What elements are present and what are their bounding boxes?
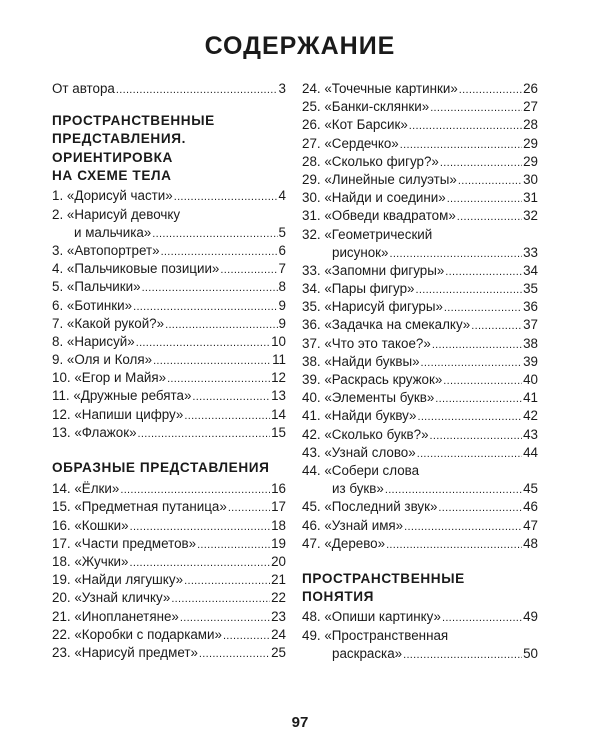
toc-entry-number: 9.	[52, 352, 64, 368]
toc-entry-page: 33	[523, 244, 538, 260]
toc-entry-text: «Задачка на смекалку»	[324, 317, 471, 333]
toc-entry-text: «Точечные картинки»	[324, 81, 458, 96]
toc-entry-page: 11	[272, 352, 286, 368]
section1-entries	[52, 187, 286, 442]
toc-entry-number: 6.	[52, 297, 64, 313]
toc-entry-number: 35.	[302, 299, 321, 315]
toc-entry[interactable]	[302, 462, 538, 480]
section-heading-line: ОРИЕНТИРОВКА	[52, 149, 173, 165]
toc-entry-page: 18	[271, 517, 286, 533]
toc-entry-number: 20.	[52, 590, 71, 606]
dot-leader	[184, 406, 270, 425]
toc-entry-page: 45	[523, 481, 538, 497]
toc-entry[interactable]	[302, 80, 538, 98]
dot-leader	[152, 224, 277, 243]
toc-entry-continuation[interactable]	[302, 480, 538, 498]
dot-leader	[421, 353, 523, 372]
toc-entry-text: «Линейные силуэты»	[324, 171, 457, 187]
toc-entry-number: 14.	[52, 481, 71, 497]
dot-leader	[223, 626, 270, 645]
toc-entry-text: «Части предметов»	[74, 535, 197, 551]
dot-leader	[445, 262, 522, 281]
toc-entry-number: 45.	[302, 499, 321, 515]
toc-entry[interactable]	[302, 389, 538, 407]
toc-entry-number: 12.	[52, 406, 71, 422]
section-heading-line: НА СХЕМЕ ТЕЛА	[52, 168, 172, 184]
toc-entry[interactable]	[302, 335, 538, 353]
toc-entry-number: 30.	[302, 190, 321, 206]
toc-entry-page: 3	[278, 81, 286, 96]
toc-entry[interactable]	[302, 498, 538, 516]
section-heading-line: ПРЕДСТАВЛЕНИЯ.	[52, 131, 186, 147]
toc-entry-text: «Какой рукой?»	[66, 315, 165, 331]
toc-entry-number: 34.	[302, 281, 321, 297]
toc-entry-number: 42.	[302, 426, 321, 442]
toc-entry-page: 34	[523, 262, 538, 278]
toc-entry-text: «Дерево»	[324, 535, 386, 551]
dot-leader	[442, 608, 522, 627]
toc-entry-number: 28.	[302, 153, 321, 169]
toc-entry-text: «Нарисуй фигуры»	[324, 299, 443, 315]
dot-leader	[220, 260, 277, 279]
toc-entry-page: 36	[523, 299, 538, 315]
toc-entry-page: 16	[271, 481, 286, 497]
toc-entry-page: 9	[278, 297, 286, 313]
toc-entry-text: «Нарисуй предмет»	[74, 644, 198, 660]
toc-entry-text: «Банки-склянки»	[324, 99, 430, 115]
dot-leader	[116, 80, 278, 99]
toc-entry-page: 14	[271, 406, 286, 422]
toc-entry-number: 7.	[52, 315, 64, 331]
toc-entry-text: «Жучки»	[74, 554, 129, 570]
toc-entry-number: 16.	[52, 517, 71, 533]
toc-entry-page: 24	[271, 626, 286, 642]
dot-leader	[459, 80, 522, 99]
dot-leader	[133, 297, 277, 316]
toc-entry-text: «Узнай слово»	[324, 444, 416, 460]
toc-entry-number: 49.	[302, 627, 321, 643]
toc-entry-page: 47	[523, 517, 538, 533]
toc-entry-page: 10	[271, 333, 286, 349]
toc-entry-page: 46	[523, 499, 538, 515]
toc-entry-page: 28	[523, 117, 538, 133]
toc-column-right	[302, 80, 538, 663]
toc-entry[interactable]	[302, 280, 538, 298]
toc-entry-page: 20	[271, 554, 286, 570]
section3-entries	[302, 608, 538, 663]
dot-leader	[174, 187, 278, 206]
toc-entry[interactable]	[302, 262, 538, 280]
toc-entry-number: 23.	[52, 644, 71, 660]
toc-entry-number: 8.	[52, 333, 64, 349]
dot-leader	[409, 116, 522, 135]
toc-entry-page: 12	[271, 370, 286, 386]
dot-leader	[430, 426, 523, 445]
toc-entry[interactable]	[302, 226, 538, 244]
toc-entry[interactable]	[52, 644, 286, 662]
toc-entry-text: из букв»	[332, 481, 384, 497]
dot-leader	[142, 278, 278, 297]
dot-leader	[435, 389, 522, 408]
toc-entry-text: «Нарисуй»	[66, 333, 135, 349]
toc-entry-number: 13.	[52, 424, 71, 440]
toc-entry[interactable]	[302, 316, 538, 334]
toc-entry-continuation[interactable]	[52, 224, 286, 242]
toc-entry-text: «Нарисуй девочку	[66, 206, 181, 222]
toc-entry-number: 40.	[302, 390, 321, 406]
toc-entry-number: 19.	[52, 572, 71, 588]
dot-leader	[153, 351, 271, 370]
toc-entry-continuation[interactable]	[302, 244, 538, 262]
dot-leader	[192, 387, 270, 406]
toc-entry[interactable]	[52, 351, 286, 369]
toc-entry-number: 38.	[302, 353, 321, 369]
section2-entries-right	[302, 80, 538, 553]
toc-entry[interactable]	[302, 207, 538, 225]
toc-entry[interactable]	[302, 517, 538, 535]
page-number: 97	[291, 714, 309, 731]
toc-entry-page: 17	[271, 499, 286, 515]
toc-entry-from-author[interactable]	[52, 80, 286, 98]
toc-entry-page: 38	[523, 335, 538, 351]
toc-entry-page: 5	[278, 224, 286, 240]
dot-leader	[417, 444, 522, 463]
toc-entry-text: «Напиши цифру»	[74, 406, 184, 422]
section2-entries-left	[52, 480, 286, 662]
section-heading-spatial-concepts	[302, 553, 538, 609]
toc-entry-number: 21.	[52, 608, 71, 624]
toc-entry-page: 27	[523, 99, 538, 115]
toc-entry[interactable]	[52, 553, 286, 571]
toc-entry[interactable]	[52, 369, 286, 387]
toc-entry-text: «Егор и Майя»	[74, 370, 167, 386]
toc-entry-page: 42	[523, 408, 538, 424]
toc-entry-page: 41	[523, 390, 538, 406]
toc-entry-number: 29.	[302, 171, 321, 187]
toc-entry[interactable]	[52, 535, 286, 553]
toc-entry-continuation[interactable]	[302, 645, 538, 663]
dot-leader	[130, 517, 271, 536]
toc-entry[interactable]	[52, 387, 286, 405]
toc-entry-number: 17.	[52, 535, 71, 551]
toc-entry-text: «Сколько фигур?»	[324, 153, 439, 169]
toc-entry-page: 23	[271, 608, 286, 624]
toc-entry-page: 32	[523, 208, 538, 224]
dot-leader	[447, 189, 522, 208]
toc-entry[interactable]	[302, 407, 538, 425]
page-title: СОДЕРЖАНИЕ	[204, 32, 396, 60]
toc-entry[interactable]	[52, 315, 286, 333]
toc-entry-page: 19	[271, 535, 286, 551]
section-heading-line: ОБРАЗНЫЕ ПРЕДСТАВЛЕНИЯ	[52, 460, 270, 475]
toc-column-left	[52, 80, 286, 662]
dot-leader	[165, 315, 277, 334]
toc-entry-page: 44	[523, 444, 538, 460]
toc-entry-number: 37.	[302, 335, 321, 351]
toc-entry-text: «Сердечко»	[324, 135, 399, 151]
dot-leader	[403, 645, 522, 664]
toc-entry-text: «Геометрический	[324, 226, 433, 242]
toc-entry-text: «Запомни фигуры»	[324, 262, 445, 278]
toc-entry-text: «Узнай имя»	[324, 517, 404, 533]
toc-entry-text: «Пальчики»	[66, 279, 141, 295]
toc-entry-number: 27.	[302, 135, 321, 151]
dot-leader	[443, 371, 522, 390]
toc-entry-number: 4.	[52, 261, 64, 277]
dot-leader	[180, 608, 270, 627]
toc-entry[interactable]	[52, 571, 286, 589]
toc-entry-number: 44.	[302, 462, 321, 478]
toc-entry-text: раскраска»	[332, 645, 403, 661]
section-heading-spatial-representations	[52, 98, 286, 187]
dot-leader	[138, 424, 271, 443]
toc-entry-number: 36.	[302, 317, 321, 333]
toc-entry[interactable]	[302, 189, 538, 207]
toc-entry[interactable]	[302, 535, 538, 553]
toc-entry-number: 43.	[302, 444, 321, 460]
toc-entry-text: и мальчика»	[74, 224, 152, 240]
toc-entry[interactable]	[302, 135, 538, 153]
toc-entry-text: «Инопланетяне»	[74, 608, 179, 624]
toc-entry[interactable]	[302, 171, 538, 189]
section-heading-line: ПРОСТРАНСТВЕННЫЕ	[52, 113, 215, 129]
toc-entry[interactable]	[52, 608, 286, 626]
section-heading-line: ПОНЯТИЯ	[302, 589, 374, 605]
toc-entry-page: 31	[523, 190, 538, 206]
toc-entry-text: «Ботинки»	[66, 297, 133, 313]
toc-entry[interactable]	[52, 626, 286, 644]
toc-entry-page: 7	[278, 261, 286, 277]
dot-leader	[161, 242, 278, 261]
toc-entry-text: «Автопортрет»	[66, 242, 160, 258]
toc-entry-number: 41.	[302, 408, 321, 424]
toc-entry-page: 29	[523, 135, 538, 151]
dot-leader	[228, 498, 270, 517]
toc-entry-number: 1.	[52, 188, 64, 204]
dot-leader	[457, 207, 522, 226]
toc-entry-page: 37	[523, 317, 538, 333]
toc-entry-number: 26.	[302, 117, 321, 133]
toc-entry[interactable]	[52, 406, 286, 424]
toc-entry-number: 15.	[52, 499, 71, 515]
toc-entry-text: «Найди и соедини»	[324, 190, 446, 206]
toc-entry-number: 3.	[52, 242, 64, 258]
toc-entry-text: «Дорисуй части»	[66, 188, 173, 204]
toc-entry-number: 46.	[302, 517, 321, 533]
toc-entry-number: 33.	[302, 262, 321, 278]
toc-entry-page: 21	[271, 572, 286, 588]
toc-entry-text: рисунок»	[332, 244, 389, 260]
toc-entry-page: 13	[271, 388, 286, 404]
toc-entry-page: 15	[271, 424, 286, 440]
toc-entry-text: «Собери слова	[324, 462, 420, 478]
toc-entry-number: 47.	[302, 535, 321, 551]
toc-entry-text: «Коробки с подарками»	[74, 626, 222, 642]
toc-entry-text: «Кот Барсик»	[324, 117, 408, 133]
toc-entry-text: «Найди букву»	[324, 408, 417, 424]
toc-entry-text: «Ёлки»	[74, 481, 120, 497]
toc-entry[interactable]	[302, 116, 538, 134]
toc-entry[interactable]	[52, 333, 286, 351]
dot-leader	[404, 517, 522, 536]
toc-entry-number: 48.	[302, 609, 321, 625]
toc-entry-page: 43	[523, 426, 538, 442]
toc-entry[interactable]	[302, 153, 538, 171]
toc-entry[interactable]	[52, 480, 286, 498]
toc-entry[interactable]	[52, 260, 286, 278]
toc-entry[interactable]	[302, 608, 538, 626]
toc-entry-page: 40	[523, 372, 538, 387]
toc-entry[interactable]	[52, 278, 286, 296]
toc-entry-page: 35	[523, 281, 538, 297]
toc-entry[interactable]	[302, 98, 538, 116]
toc-entry-text: «Флажок»	[74, 424, 137, 440]
toc-entry-number: 2.	[52, 206, 64, 222]
toc-entry-page: 50	[523, 645, 538, 661]
toc-entry-number: 25.	[302, 99, 321, 115]
toc-entry-page: 22	[271, 590, 286, 606]
toc-entry-page: 48	[523, 535, 538, 551]
toc-entry[interactable]	[302, 371, 538, 389]
toc-entry-number: 39.	[302, 372, 321, 387]
dot-leader	[458, 171, 522, 190]
toc-entry[interactable]	[302, 627, 538, 645]
dot-leader	[430, 98, 522, 117]
toc-entry-text: «Найди лягушку»	[74, 572, 184, 588]
toc-entry-number: 10.	[52, 370, 71, 386]
dot-leader	[120, 480, 270, 499]
toc-entry-text: «Последний звук»	[324, 499, 438, 515]
toc-entry-number: 18.	[52, 554, 71, 570]
toc-entry-page: 39	[523, 353, 538, 369]
toc-entry[interactable]	[52, 517, 286, 535]
dot-leader	[171, 589, 270, 608]
toc-entry-text: «Пространственная	[324, 627, 449, 643]
toc-entry-text: «Обведи квадратом»	[324, 208, 456, 224]
toc-entry-text: «Сколько букв?»	[324, 426, 429, 442]
dot-leader	[389, 244, 522, 263]
dot-leader	[167, 369, 270, 388]
dot-leader	[199, 644, 270, 663]
toc-entry-number: 32.	[302, 226, 321, 242]
dot-leader	[471, 316, 522, 335]
dot-leader	[129, 553, 270, 572]
toc-entry-text: От автора	[52, 81, 115, 96]
toc-entry-page: 29	[523, 153, 538, 169]
toc-entry-number: 22.	[52, 626, 71, 642]
toc-entry-page: 25	[271, 644, 286, 660]
toc-entry-page: 26	[523, 81, 538, 96]
toc-entry-page: 4	[278, 188, 286, 204]
toc-entry-text: «Опиши картинку»	[324, 609, 441, 625]
toc-entry[interactable]	[52, 297, 286, 315]
toc-entry-text: «Раскрась кружок»	[324, 372, 443, 387]
toc-entry-number: 11.	[52, 388, 70, 404]
toc-entry-text: «Элементы букв»	[324, 390, 435, 406]
toc-entry-text: «Пальчиковые позиции»	[66, 261, 220, 277]
dot-leader	[444, 298, 522, 317]
toc-entry-page: 49	[523, 609, 538, 625]
toc-entry[interactable]	[52, 206, 286, 224]
toc-entry-text: «Узнай кличку»	[74, 590, 171, 606]
dot-leader	[136, 333, 270, 352]
toc-entry[interactable]	[302, 426, 538, 444]
toc-entry-page: 30	[523, 171, 538, 187]
toc-entry[interactable]	[302, 298, 538, 316]
toc-entry-page: 9	[278, 315, 286, 331]
section-heading-line: ПРОСТРАНСТВЕННЫЕ	[302, 570, 465, 586]
dot-leader	[440, 153, 522, 172]
toc-entry-text: «Оля и Коля»	[66, 352, 153, 368]
dot-leader	[385, 480, 522, 499]
toc-entry[interactable]	[302, 444, 538, 462]
dot-leader	[417, 407, 522, 426]
dot-leader	[432, 335, 522, 354]
toc-entry-number: 31.	[302, 208, 321, 224]
toc-entry-number: 5.	[52, 279, 64, 295]
toc-entry-text: «Пары фигур»	[324, 281, 415, 297]
toc-entry-number: 24.	[302, 81, 321, 96]
toc-entry-text: «Найди буквы»	[324, 353, 420, 369]
dot-leader	[438, 498, 522, 517]
toc-entry[interactable]	[52, 498, 286, 516]
toc-entry[interactable]	[52, 589, 286, 607]
dot-leader	[197, 535, 270, 554]
dot-leader	[416, 280, 523, 299]
toc-entry-text: «Дружные ребята»	[73, 388, 192, 404]
toc-entry[interactable]	[302, 353, 538, 371]
section-heading-figurative-representations	[52, 442, 286, 480]
toc-entry-text: «Предметная путаница»	[74, 499, 227, 515]
toc-entry-text: «Кошки»	[74, 517, 129, 533]
toc-entry[interactable]	[52, 242, 286, 260]
toc-entry[interactable]	[52, 187, 286, 205]
dot-leader	[386, 535, 522, 554]
toc-entry-page: 8	[278, 279, 286, 295]
toc-entry-page: 6	[278, 242, 286, 258]
toc-entry[interactable]	[52, 424, 286, 442]
dot-leader	[184, 571, 270, 590]
toc-entry-text: «Что это такое?»	[324, 335, 431, 351]
dot-leader	[400, 135, 522, 154]
